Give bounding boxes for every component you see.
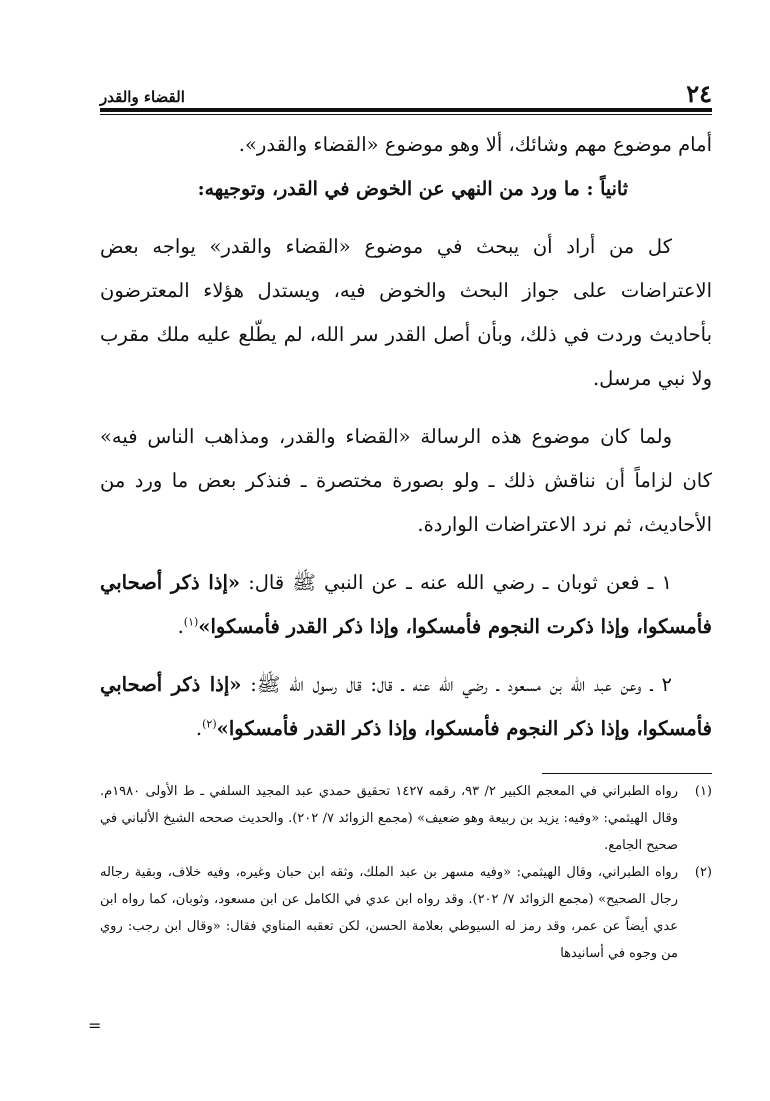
continuation-mark: =: [88, 1016, 102, 1035]
paragraph-purpose: ولما كان موضوع هذه الرسالة «القضاء والقدر، ومذاهب الناس فيه» كان لزاماً أن نناقش ذلك ـ ولو بصورة مختصرة ـ فنذكر بعض ما ورد من الأحاديث، ثم نرد الاعتراضات الواردة.: [100, 425, 712, 536]
footnote-2-text: رواه الطبراني، وقال الهيثمي: «وفيه مسهر بن عبد الملك، وثقه ابن حبان وغيره، وفيه خلاف، وبقية رجاله رجال الصحيح» (مجمع الزوائد ٧/ ٢٠٢). وقد رواه ابن عدي في الكامل عن ابن مسعود، وثوبان، كما رواه ابن عدي أيضاً عن عمر، وقد رمز له السيوطي بعلامة الحسن، لكن تعقبه المناوي فقال: «وقال ابن رجب: روي من وجوه في أسانيدها: [100, 865, 678, 961]
footnote-ref-2: (٢): [202, 717, 217, 731]
paragraph-objections: كل من أراد أن يبحث في موضوع «القضاء والقدر» يواجه بعض الاعتراضات على جواز البحث والخوض فيه، ويستدل هؤلاء المعترضون بأحاديث وردت في ذلك، وبأن أصل القدر سر الله، لم يطّلع عليه ملك مقرب ولا نبي مرسل.: [100, 235, 712, 390]
footnotes-section: [100, 773, 712, 967]
footnote-ref-1: (١): [183, 615, 199, 629]
document-page: [100, 78, 712, 967]
header-rule-thin: [100, 114, 712, 115]
footnote-2: [100, 859, 712, 967]
hadith-1: ١ ـ فعن ثوبان ـ رضي الله عنه ـ عن النبي ﷺ قال: «إذا ذكر أصحابي فأمسكوا، وإذا ذكرت النجوم فأمسكوا، وإذا ذكر القدر فأمسكوا»$^{(١)}$.: [100, 571, 712, 638]
footnote-1-text: رواه الطبراني في المعجم الكبير ٢/ ٩٣، رقمه ١٤٢٧ تحقيق حمدي عبد المجيد السلفي ـ ط الأولى ١٩٨٠م. وقال الهيثمي: «وفيه: يزيد بن ربيعة وهو ضعيف» (مجمع الزوائد ٧/ ٢٠٢). والحديث صححه الشيخ الألباني في صحيح الجامع.: [100, 784, 679, 853]
footnote-separator: [542, 773, 712, 774]
hadith-2: ٢ ـ وعن عبد الله بن مسعود ـ رضي الله عنه ـ قال: قال رسول الله ﷺ: «إذا ذكر أصحابي فأمسكوا، وإذا ذكر النجوم فأمسكوا، وإذا ذكر القدر فأمسكوا»$^{(٢)}$.: [100, 673, 712, 740]
hadith-1-text: «إذا ذكر أصحابي فأمسكوا، وإذا ذكرت النجوم فأمسكوا، وإذا ذكر القدر فأمسكوا»: [100, 571, 712, 638]
hadith-2-text: «إذا ذكر أصحابي فأمسكوا، وإذا ذكر النجوم فأمسكوا، وإذا ذكر القدر فأمسكوا»: [100, 673, 712, 740]
header-rule-thick: [100, 108, 712, 112]
running-title: القضاء والقدر: [100, 88, 185, 106]
page-header: [100, 78, 712, 106]
footnote-1-number: (١): [694, 784, 712, 799]
main-text: [100, 123, 712, 751]
footnote-1: [100, 778, 712, 859]
intro-line: أمام موضوع مهم وشائك، ألا وهو موضوع «القضاء والقدر».: [238, 133, 712, 156]
hadith-2-intro: ٢ ـ وعن عبد الله بن مسعود ـ رضي الله عنه ـ قال: قال رسول الله ﷺ:: [241, 673, 672, 696]
hadith-1-intro: ١ ـ فعن ثوبان ـ رضي الله عنه ـ عن النبي ﷺ قال:: [240, 571, 672, 594]
page-number: ٢٤: [686, 79, 712, 108]
footnote-2-number: (٢): [694, 865, 712, 880]
section-heading: ثانياً : ما ورد من النهي عن الخوض في القدر، وتوجيهه:: [197, 178, 628, 200]
